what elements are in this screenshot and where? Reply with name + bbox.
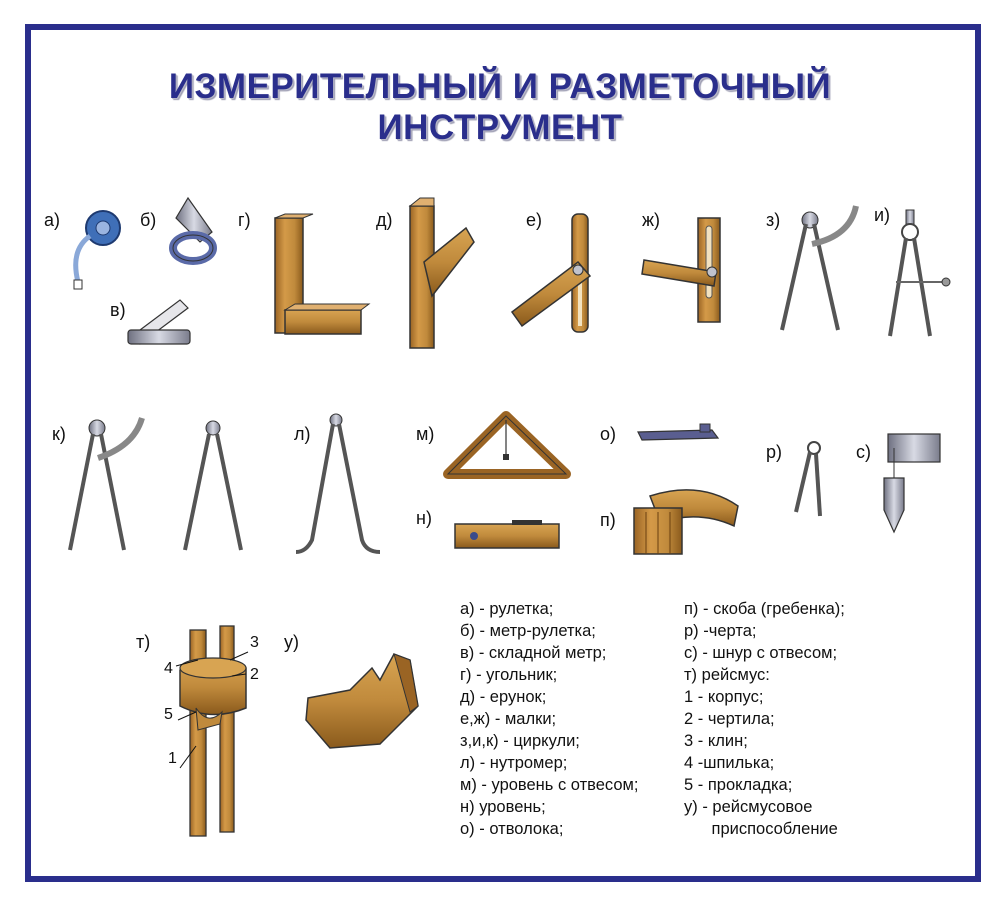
legend-left-column [460, 598, 638, 840]
spirit-level-illustration [455, 520, 559, 548]
label-o: о) [600, 424, 617, 444]
legend-item: у) - рейсмусовое [684, 798, 813, 816]
bevel-e-illustration [512, 214, 590, 332]
label-e: е) [526, 210, 543, 230]
label-g: г) [238, 210, 251, 230]
legend-item: о) - отволока; [460, 820, 564, 838]
label-p: п) [600, 510, 616, 530]
legend-item: в) - складной метр; [460, 644, 607, 662]
label-k: к) [52, 424, 66, 444]
carpenters-square-illustration [275, 214, 369, 334]
level-with-plumb-illustration [448, 416, 566, 474]
legend-right-column [684, 598, 845, 840]
legend-item: б) - метр-рулетка; [460, 622, 596, 640]
legend-item: м) - уровень с отвесом; [460, 776, 639, 794]
label-a: а) [44, 210, 61, 230]
legend-item: л) - нутромер; [460, 754, 568, 772]
scribing-tool-illustration [796, 442, 820, 516]
label-zh: ж) [642, 210, 661, 230]
metre-tape-illustration [173, 198, 213, 261]
mitre-square-illustration [410, 198, 474, 348]
legend-item: 3 - клин; [684, 732, 748, 750]
bevel-zh-illustration [642, 218, 720, 322]
legend-item: п) - скоба (гребенка); [684, 600, 845, 618]
legend-item: е,ж) - малки; [460, 710, 557, 728]
gauge-part-2: 2 [250, 666, 259, 683]
legend-item: 1 - корпус; [684, 688, 764, 706]
legend-item: с) - шнур с отвесом; [684, 644, 838, 662]
gauge-part-5: 5 [164, 706, 173, 723]
legend-item: 2 - чертила; [684, 710, 775, 728]
label-n: н) [416, 508, 432, 528]
label-l: л) [294, 424, 311, 444]
label-m: м) [416, 424, 435, 444]
gauge-part-1: 1 [168, 750, 177, 767]
comb-bracket-illustration [634, 490, 738, 554]
gauge-fixture-illustration [306, 654, 418, 748]
legend-item: г) - угольник; [460, 666, 558, 684]
gauge-part-3: 3 [250, 634, 259, 651]
legend-item: 4 -шпилька; [684, 754, 775, 772]
label-b: б) [140, 210, 157, 230]
label-s: с) [856, 442, 871, 462]
legend-item: д) - ерунок; [460, 688, 547, 706]
label-r: р) [766, 442, 783, 462]
legend-item: а) - рулетка; [460, 600, 554, 618]
legend-item: приспособление [684, 820, 838, 838]
folding-rule-illustration [128, 300, 190, 344]
label-z: з) [766, 210, 781, 230]
compass-i-illustration [890, 210, 950, 336]
wing-compass-z-illustration [782, 206, 856, 330]
legend-item: т) рейсмус: [684, 666, 770, 684]
plumb-line-illustration [884, 434, 940, 532]
label-i: и) [874, 205, 891, 225]
gauge-part-4: 4 [164, 660, 173, 677]
scribe-illustration [638, 424, 718, 440]
legend-item: р) -черта; [684, 622, 757, 640]
tape-measure-illustration [74, 211, 120, 289]
poster-title-line-1: ИЗМЕРИТЕЛЬНЫЙ И РАЗМЕТОЧНЫЙ [168, 67, 832, 106]
poster-title-line-2: ИНСТРУМЕНТ [377, 108, 623, 147]
label-d: д) [376, 210, 393, 230]
label-u: у) [284, 632, 299, 652]
legend-item: 5 - прокладка; [684, 776, 793, 794]
label-v: в) [110, 300, 126, 320]
marking-gauge-illustration [176, 626, 248, 836]
legend-item: н) уровень; [460, 798, 546, 816]
legend-item: з,и,к) - циркули; [460, 732, 580, 750]
compass-k-illustration [70, 418, 241, 550]
label-t: т) [136, 632, 151, 652]
